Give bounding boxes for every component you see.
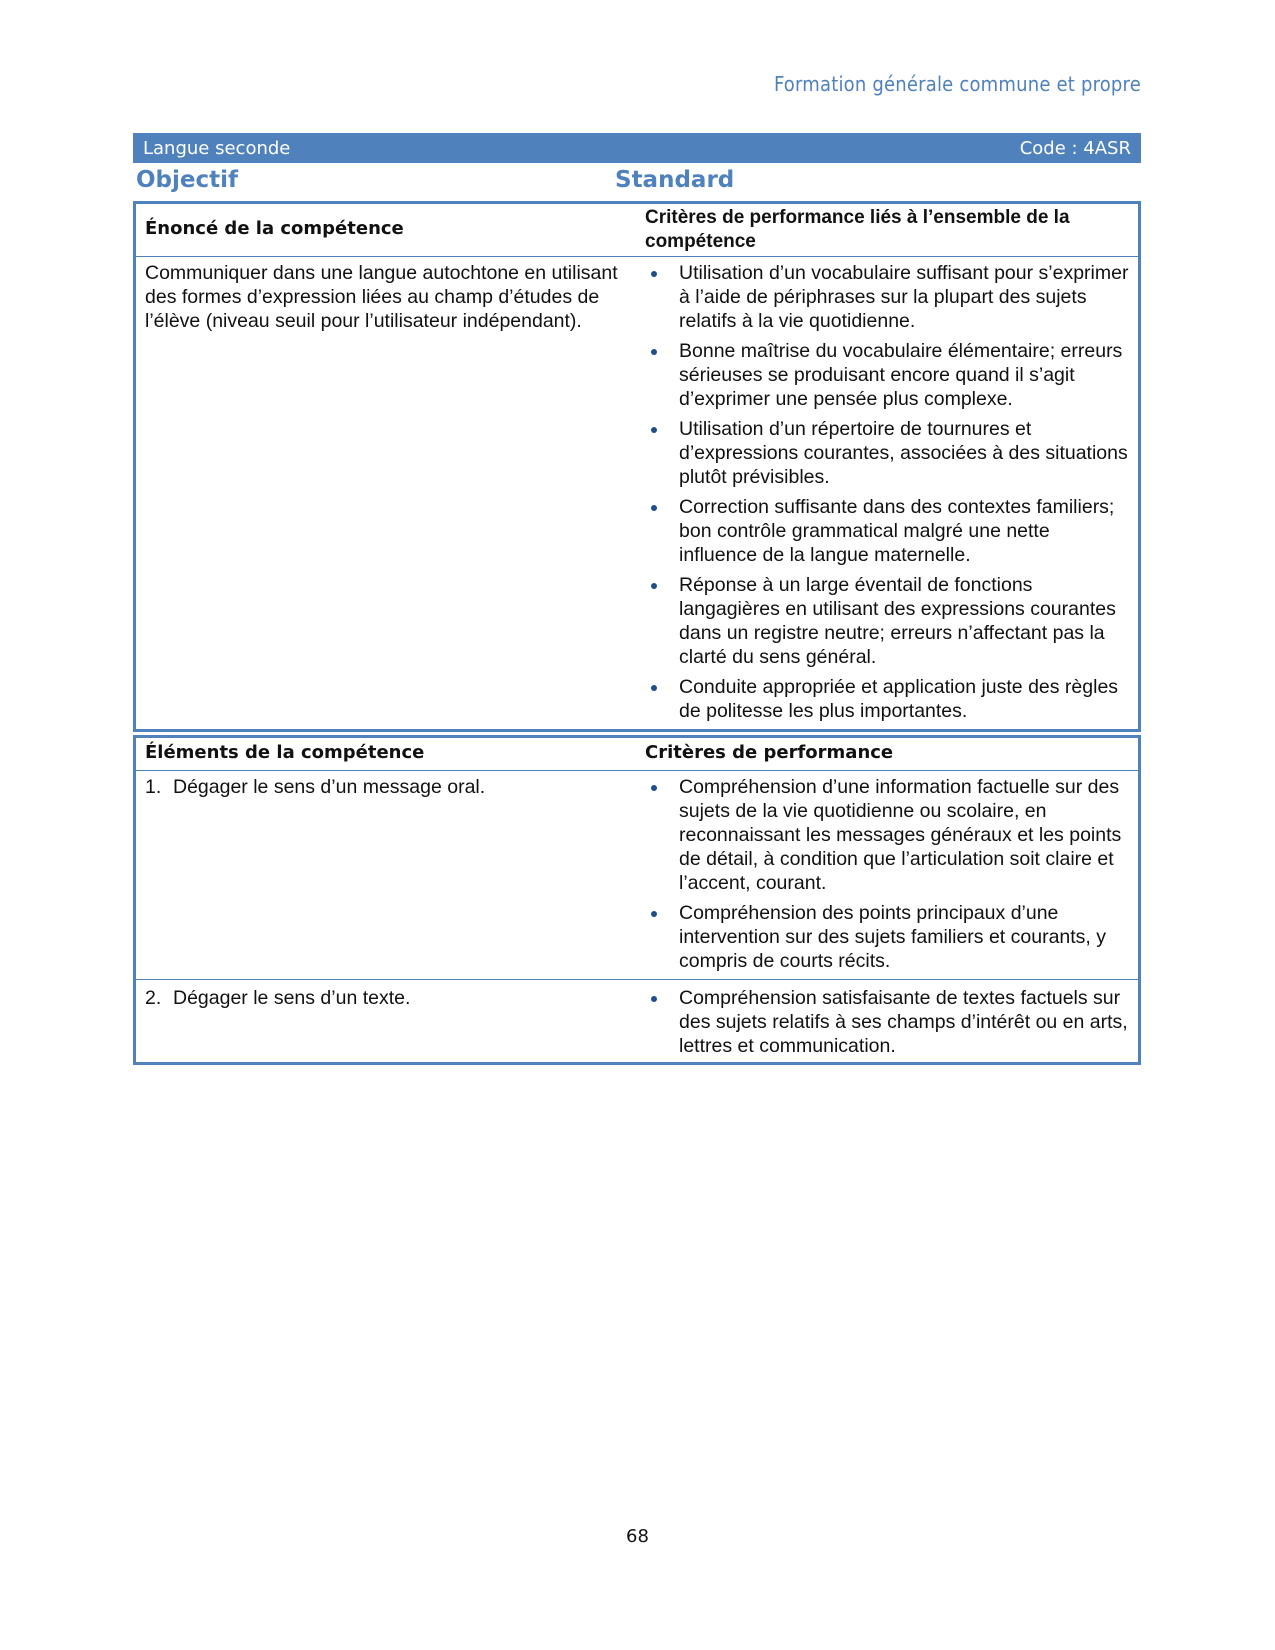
course-bar: [133, 133, 1141, 163]
table-header-row: [136, 738, 1138, 771]
bullet-icon: [651, 996, 657, 1002]
list-item: Compréhension des points principaux d’une intervention sur des sujets familiers et courants, y compris de courts récits.: [645, 901, 1130, 973]
list-item: Compréhension d’une information factuelle sur des sujets de la vie quotidienne ou scolaire, en reconnaissant les messages généraux et les points de détail, à condition que l’articulation soit claire et l’accent, courant.: [645, 775, 1130, 895]
competence-statement: Communiquer dans une langue autochtone en utilisant des formes d’expression liées au champ d’études de l’élève (niveau seuil pour l’utilisateur indépendant).: [145, 262, 618, 332]
standard-heading: Standard: [615, 167, 735, 193]
criteria-list: [645, 261, 1130, 723]
list-item: Bonne maîtrise du vocabulaire élémentaire; erreurs sérieuses se produisant encore quand il s’agit d’exprimer une pensée plus complexe.: [645, 339, 1130, 411]
overall-criteria-header: Critères de performance liés à l’ensemble de la compétence: [645, 207, 1070, 252]
list-item: Correction suffisante dans des contextes familiers; bon contrôle grammatical malgré une nette influence de la langue maternelle.: [645, 495, 1130, 567]
table-row: [136, 980, 1138, 1064]
table-row: [136, 257, 1138, 729]
bullet-icon: [651, 785, 657, 791]
element-2: 2. Dégager le sens d’un texte.: [145, 987, 411, 1009]
list-item: Utilisation d’un répertoire de tournures et d’expressions courantes, associées à des situations plutôt prévisibles.: [645, 417, 1130, 489]
list-item: Utilisation d’un vocabulaire suffisant pour s’exprimer à l’aide de périphrases sur la plupart des sujets relatifs à la vie quotidienne.: [645, 261, 1130, 333]
objectif-heading: Objectif: [136, 167, 239, 193]
criteria-list: [645, 986, 1130, 1058]
bullet-icon: [651, 583, 657, 589]
page-number: 68: [626, 1526, 649, 1547]
table-header-row: [136, 204, 1138, 257]
overall-criteria-cell: [637, 257, 1138, 729]
bullet-icon: [651, 271, 657, 277]
bullet-icon: [651, 427, 657, 433]
list-item: Conduite appropriée et application juste des règles de politesse les plus importantes.: [645, 675, 1130, 723]
list-item: Compréhension satisfaisante de textes factuels sur des sujets relatifs à ses champs d’intérêt ou en arts, lettres et communication.: [645, 986, 1130, 1058]
table-row: [136, 771, 1138, 980]
element-1-criteria: [637, 771, 1138, 979]
competence-statement-table: [133, 201, 1141, 732]
list-item: Réponse à un large éventail de fonctions langagières en utilisant des expressions courantes dans un registre neutre; erreurs n’affectant pas la clarté du sens général.: [645, 573, 1130, 669]
criteria-header: Critères de performance: [645, 742, 894, 763]
elements-header: Éléments de la compétence: [145, 742, 425, 763]
element-1: 1. Dégager le sens d’un message oral.: [145, 776, 486, 798]
course-code: Code : 4ASR: [1019, 137, 1131, 159]
criteria-list: [645, 775, 1130, 973]
bullet-icon: [651, 685, 657, 691]
bullet-icon: [651, 911, 657, 917]
column-heads: [133, 165, 1141, 201]
running-head: Formation générale commune et propre: [773, 72, 1141, 96]
element-2-criteria: [637, 980, 1138, 1064]
statement-header: Énoncé de la compétence: [145, 218, 404, 239]
competence-elements-table: [133, 735, 1141, 1065]
course-name: Langue seconde: [143, 137, 291, 159]
bullet-icon: [651, 349, 657, 355]
bullet-icon: [651, 505, 657, 511]
